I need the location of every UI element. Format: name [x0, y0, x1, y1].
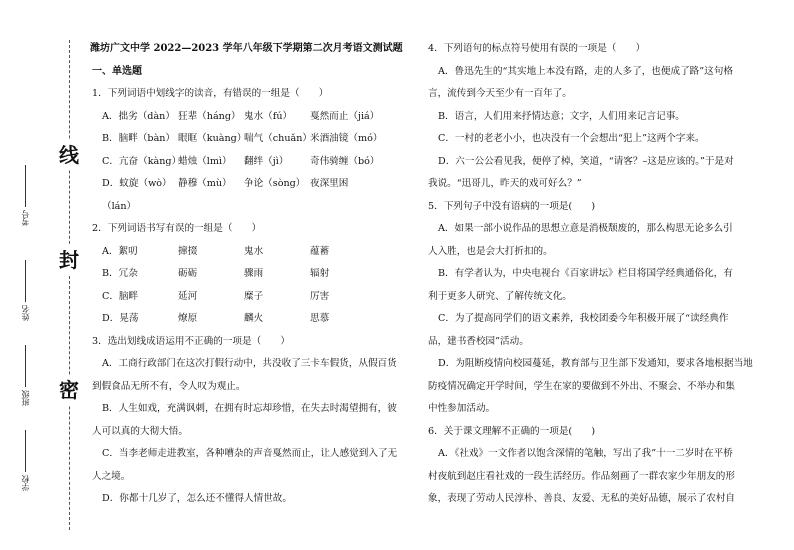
cell: B．冗杂	[102, 268, 138, 279]
cell: 延河	[178, 290, 198, 302]
question-4-option-d-cont: 我说。“迅哥儿，昨天的戏可好么？”	[428, 178, 582, 189]
question-5-option-d-cont2: 中性参加活动。	[428, 403, 496, 414]
question-5-option-d: D．为阻断疫情向校园蔓延，教育部与卫生部下发通知，要求各地根据当地	[438, 358, 753, 369]
question-1-stem: 1．下列词语中划线字的读音，有错误的一组是（ ）	[92, 88, 329, 99]
cell: B．脑畔（bàn）	[102, 133, 176, 144]
cell: 米酒油镜（mó）	[310, 133, 383, 144]
cell: 争论（sòng）	[244, 178, 306, 189]
cell: C．脑畔	[102, 290, 139, 302]
question-3-option-a-cont: 到假食品无所不有，令人叹为观止。	[92, 380, 246, 392]
page-title: 潍坊广文中学 2022—2023 学年八年级下学期第二次月考语文测试题	[90, 43, 403, 54]
question-3-option-a: A．工商行政部门在这次打假行动中，共没收了三卡车假货，从假百货	[102, 358, 397, 369]
question-1-tail: （lán）	[102, 200, 137, 212]
question-3-option-c-cont: 人之境。	[92, 470, 131, 482]
binding-margin	[0, 0, 85, 550]
cell: 静穆（mù）	[178, 178, 232, 189]
field-label: 考号	[21, 210, 30, 226]
question-5-option-a-cont: 人入胜，也是会大打折扣的。	[428, 245, 553, 257]
fill-line[interactable]	[26, 260, 27, 302]
fill-line[interactable]	[26, 165, 27, 207]
cell: 夜深里困	[310, 178, 349, 189]
seal-char-feng: 封	[54, 245, 84, 275]
binding-dashed-line	[69, 40, 70, 530]
question-4-option-a-cont: 言，流传到今天至少有一百年了。	[428, 88, 572, 99]
question-2-row-a	[92, 241, 410, 264]
question-5-stem: 5．下列句子中没有语病的一项是( )	[428, 200, 596, 212]
field-label: 班级	[21, 390, 30, 406]
question-1-row-c	[92, 151, 410, 174]
question-5-option-c-cont: 品，建书香校园”活动。	[428, 335, 529, 347]
section-heading: 一、单选题	[92, 65, 142, 77]
cell: 骤雨	[244, 268, 264, 279]
cell: 辐射	[310, 268, 330, 279]
cell: A．絮叨	[102, 245, 138, 257]
cell: 撺掇	[178, 245, 198, 257]
seal-char-xian: 线	[54, 140, 84, 170]
cell: 喘气（chuǎn）	[244, 133, 313, 144]
question-4-stem: 4．下列语句的标点符号使用有误的一项是（ ）	[428, 43, 646, 54]
cell: 戛然而止（jiá）	[310, 110, 380, 122]
question-3-option-b: B．人生如戏，充满讽刺，在拥有时忘却珍惜，在失去时渴望拥有，彼	[102, 403, 397, 414]
question-3-stem: 3．选出划线成语运用不正确的一项是（ ）	[92, 335, 290, 347]
cell: 砺砺	[178, 268, 198, 279]
cell: D．蚊旋（wò）	[102, 178, 172, 189]
question-6-option-a: A．《社戏》一文作者以饱含深情的笔触，写出了我”十一二岁时在平桥	[438, 448, 733, 459]
cell: 翻绊（jì）	[244, 155, 289, 167]
fill-line[interactable]	[26, 345, 27, 387]
seal-char-mi: 密	[54, 375, 84, 405]
field-school	[20, 430, 31, 491]
field-exam-number	[20, 165, 31, 226]
question-2-stem: 2．下列词语书写有误的一组是（ ）	[92, 223, 262, 234]
cell: D．晃荡	[102, 313, 139, 324]
question-2-row-b	[92, 263, 410, 286]
fill-line[interactable]	[26, 430, 27, 472]
question-5-option-a: A．如果一部小说作品的思想立意是消极颓废的，那么构思无论多么引	[438, 223, 733, 234]
cell: A．拙劣（dàn）	[102, 110, 175, 122]
field-label: 姓名	[21, 305, 30, 321]
cell: 狂辈（háng）	[178, 110, 241, 122]
question-6-stem: 6．关于课文理解不正确的一项是( )	[428, 425, 596, 437]
cell: 蕴蓄	[310, 245, 330, 257]
cell: 眼眶（kuàng）	[178, 133, 247, 144]
cell: C．亢奋（kàng）	[102, 155, 182, 167]
cell: 麟火	[244, 313, 264, 324]
question-2-row-c	[92, 286, 410, 309]
question-1-row-b	[92, 128, 410, 151]
question-4-option-a: A．鲁迅先生的“其实地上本没有路，走的人多了，也便成了路”这句格	[438, 65, 733, 77]
right-column	[428, 38, 768, 511]
question-1-row-a	[92, 106, 410, 129]
question-1-row-d	[92, 173, 410, 196]
question-3-option-c: C．当李老师走进教室，各种嘈杂的声音戛然而止，让人感觉到入了无	[102, 448, 398, 459]
cell: 思慕	[310, 313, 330, 324]
field-class	[20, 345, 31, 406]
cell: 糜子	[244, 290, 264, 302]
question-5-option-b-cont: 利于更多人研究、了解传统文化。	[428, 290, 572, 302]
question-6-option-a-cont: 村夜航到赵庄看社戏的一段生活经历。作品刻画了一群农家少年朋友的形	[428, 470, 735, 482]
question-4-option-d: D．六一公公看见我，便停了棹，笑道，“请客？–这是应该的。”于是对	[438, 155, 734, 167]
cell: 燎原	[178, 313, 198, 324]
cell: 奇伟骑缠（bó）	[310, 155, 380, 167]
cell: 蜡烛（lmì）	[178, 155, 232, 167]
question-5-option-c: C．为了提高同学们的语文素养，我校团委今年积极开展了“读经典作	[438, 313, 729, 324]
cell: 鬼水	[244, 245, 264, 257]
cell: 鬼水（fú）	[244, 110, 293, 122]
cell: 厉害	[310, 290, 330, 302]
question-4-option-b: B．语言，人们用来抒情达意；文字，人们用来记言记事。	[438, 110, 685, 122]
question-6-option-a-cont2: 象，表现了劳动人民淳朴、善良、友爱、无私的美好品德，展示了农村自	[428, 493, 735, 504]
left-column	[92, 38, 410, 511]
question-3-option-d: D．你都十几岁了，怎么还不懂得人情世故。	[102, 493, 292, 504]
question-5-option-b: B．有学者认为，中央电视台《百家讲坛》栏目将国学经典通俗化，有	[438, 268, 733, 279]
question-2-row-d	[92, 308, 410, 331]
question-4-option-c: C．一村的老老小小，也决没有一个会想出“犯上”这两个字来。	[438, 133, 705, 144]
field-name	[20, 260, 31, 321]
field-label: 学校	[21, 475, 30, 491]
question-3-option-b-cont: 人可以真的大彻大悟。	[92, 425, 188, 437]
question-5-option-d-cont: 防疫情况确定开学时间，学生在家的要做到不外出、不聚会、不举办和集	[428, 380, 735, 392]
